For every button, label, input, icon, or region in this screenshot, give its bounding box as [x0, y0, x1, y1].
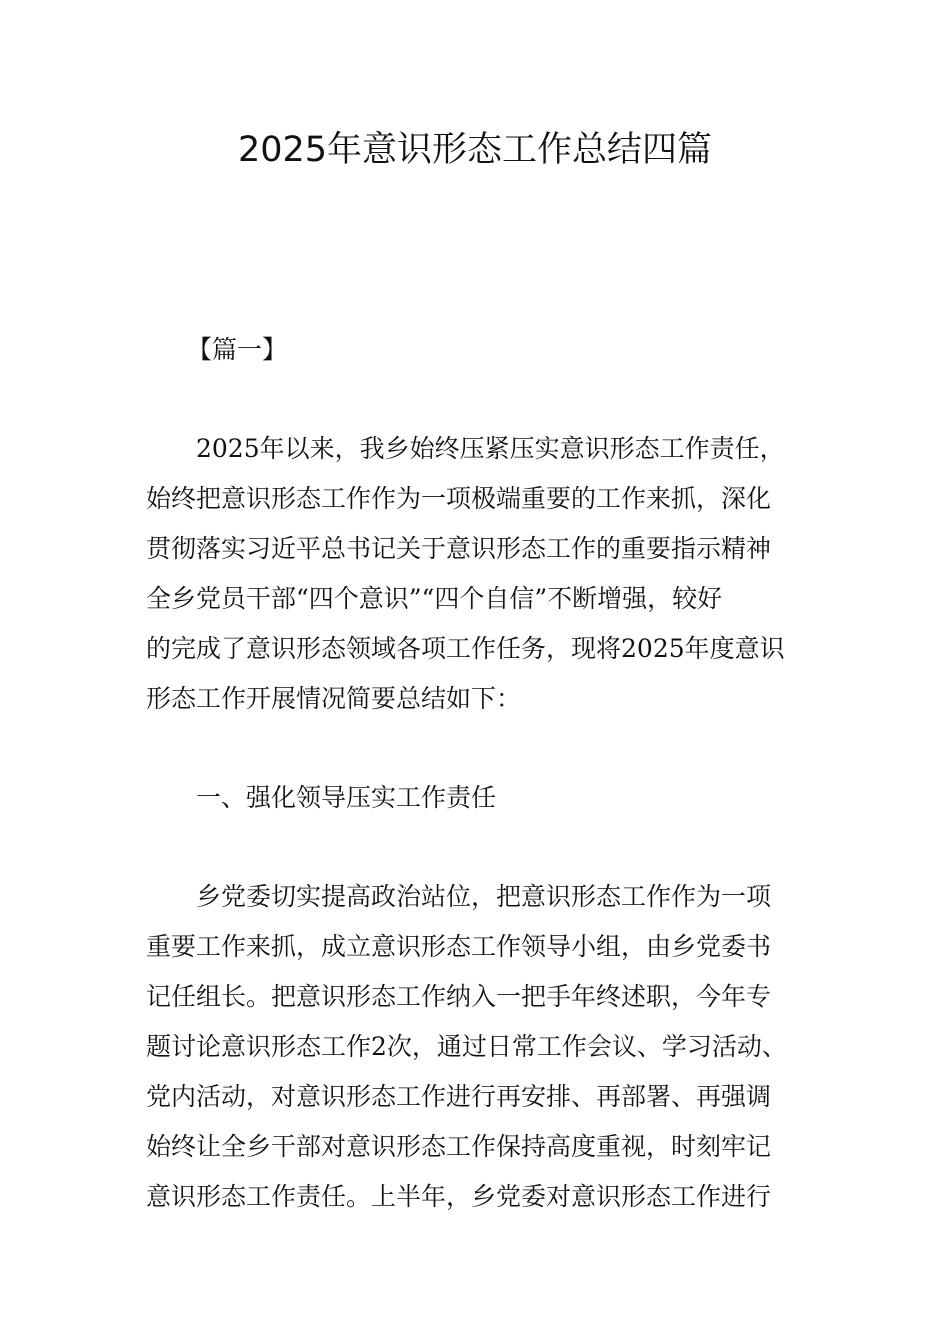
intro-line-4: 全乡党员干部“四个意识”“四个自信”不断增强，较好 — [146, 584, 723, 613]
document-title: 2025年意识形态工作总结四篇 — [237, 130, 713, 170]
intro-line-2: 始终把意识形态工作作为一项极端重要的工作来抓，深化 — [146, 484, 772, 513]
para-1-line-5: 党内活动，对意识形态工作进行再安排、再部署、再强调 — [146, 1082, 772, 1111]
intro-line-3: 贯彻落实习近平总书记关于意识形态工作的重要指示精神 — [146, 534, 772, 563]
intro-line-6: 形态工作开展情况简要总结如下： — [146, 684, 522, 713]
intro-line-5: 的完成了意识形态领域各项工作任务，现将2025年度意识 — [146, 634, 785, 663]
intro-line-1: 2025年以来，我乡始终压紧压实意识形态工作责任， — [196, 434, 785, 463]
para-1-line-4: 题讨论意识形态工作2次，通过日常工作会议、学习活动、 — [146, 1032, 787, 1061]
para-1-line-3: 记任组长。把意识形态工作纳入一把手年终述职，今年专 — [146, 982, 772, 1011]
para-1-line-1: 乡党委切实提高政治站位，把意识形态工作作为一项 — [196, 882, 772, 911]
para-1-line-2: 重要工作来抓，成立意识形态工作领导小组，由乡党委书 — [146, 932, 772, 961]
section-heading-1: 一、强化领导压实工作责任 — [196, 783, 497, 812]
para-1-line-6: 始终让全乡干部对意识形态工作保持高度重视，时刻牢记 — [146, 1132, 772, 1161]
para-1-line-7: 意识形态工作责任。上半年，乡党委对意识形态工作进行 — [146, 1182, 772, 1211]
section-marker: 【篇一】 — [187, 335, 288, 364]
